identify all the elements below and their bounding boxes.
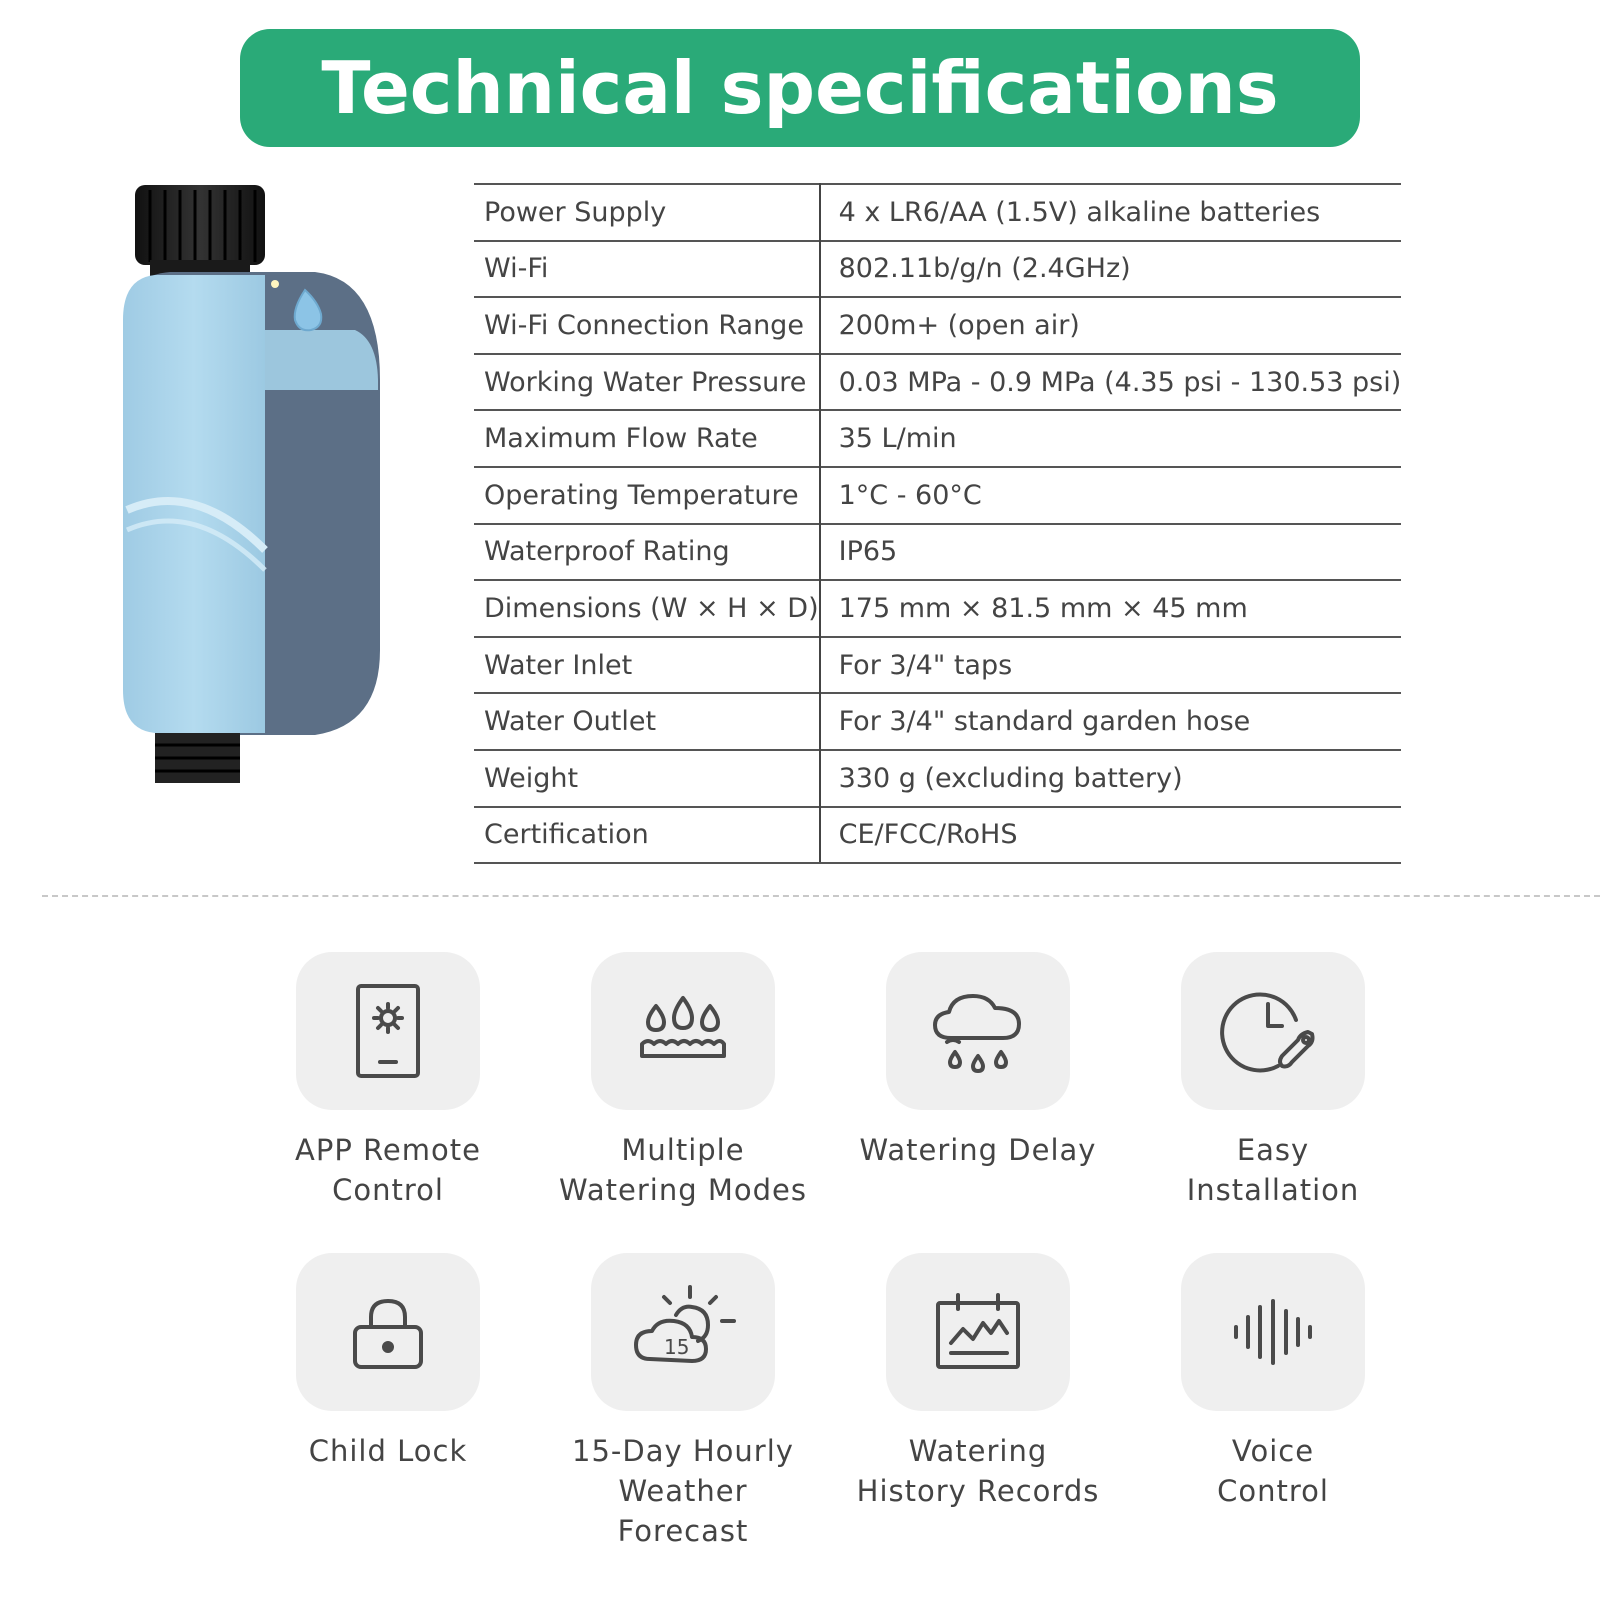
feature-label: Multiple Watering Modes — [559, 1133, 807, 1207]
spec-value: 1°C - 60°C — [820, 467, 1402, 524]
spec-label: Maximum Flow Rate — [474, 410, 820, 467]
water-timer-device-image — [115, 180, 400, 810]
spec-label: Working Water Pressure — [474, 354, 820, 411]
feature-watering-delay — [838, 952, 1118, 1170]
spec-label: Waterproof Rating — [474, 524, 820, 581]
spec-value: For 3/4" taps — [820, 637, 1402, 694]
spec-value: CE/FCC/RoHS — [820, 807, 1402, 864]
rain-cloud-icon — [923, 976, 1033, 1086]
water-drops-icon — [628, 976, 738, 1086]
history-chart-icon — [923, 1277, 1033, 1387]
spec-value: 4 x LR6/AA (1.5V) alkaline batteries — [820, 184, 1402, 241]
spec-value: For 3/4" standard garden hose — [820, 693, 1402, 750]
table-row — [474, 354, 1401, 411]
spec-label: Wi-Fi Connection Range — [474, 297, 820, 354]
weather-forecast-icon — [628, 1277, 738, 1387]
spec-label: Water Outlet — [474, 693, 820, 750]
feature-tile — [591, 952, 775, 1110]
feature-tile — [591, 1253, 775, 1411]
table-row — [474, 297, 1401, 354]
feature-easy-installation — [1133, 952, 1413, 1210]
spec-label: Dimensions (W × H × D) — [474, 580, 820, 637]
feature-tile — [886, 952, 1070, 1110]
feature-label: Watering History Records — [856, 1434, 1100, 1508]
spec-label: Wi-Fi — [474, 241, 820, 298]
feature-tile — [1181, 1253, 1365, 1411]
feature-tile — [296, 1253, 480, 1411]
spec-value: 35 L/min — [820, 410, 1402, 467]
lock-icon — [333, 1277, 443, 1387]
feature-watering-history — [838, 1253, 1118, 1511]
phone-settings-icon — [333, 976, 443, 1086]
spec-label: Power Supply — [474, 184, 820, 241]
feature-label: APP Remote Control — [295, 1133, 481, 1207]
forecast-days-badge: 15 — [664, 1335, 690, 1359]
feature-multiple-watering-modes — [543, 952, 823, 1210]
spec-label: Water Inlet — [474, 637, 820, 694]
section-divider — [42, 895, 1600, 897]
title-banner — [240, 29, 1360, 147]
table-row — [474, 524, 1401, 581]
page-title: Technical specifications — [321, 46, 1279, 130]
table-row — [474, 184, 1401, 241]
table-row — [474, 807, 1401, 864]
feature-label: 15-Day Hourly Weather Forecast — [572, 1434, 794, 1548]
feature-label: Voice Control — [1217, 1434, 1329, 1508]
voice-wave-icon — [1218, 1277, 1328, 1387]
spec-label: Operating Temperature — [474, 467, 820, 524]
feature-app-remote-control — [248, 952, 528, 1210]
feature-tile — [886, 1253, 1070, 1411]
spec-value: IP65 — [820, 524, 1402, 581]
clock-wrench-icon — [1218, 976, 1328, 1086]
spec-value: 200m+ (open air) — [820, 297, 1402, 354]
spec-value: 0.03 MPa - 0.9 MPa (4.35 psi - 130.53 psi) — [820, 354, 1402, 411]
table-row — [474, 580, 1401, 637]
table-row — [474, 637, 1401, 694]
spec-value: 802.11b/g/n (2.4GHz) — [820, 241, 1402, 298]
spec-value: 175 mm × 81.5 mm × 45 mm — [820, 580, 1402, 637]
spec-label: Certification — [474, 807, 820, 864]
feature-weather-forecast — [543, 1253, 823, 1551]
feature-voice-control — [1133, 1253, 1413, 1511]
spec-value: 330 g (excluding battery) — [820, 750, 1402, 807]
spec-table — [474, 183, 1401, 864]
feature-label: Easy Installation — [1186, 1133, 1360, 1207]
table-row — [474, 241, 1401, 298]
table-row — [474, 750, 1401, 807]
feature-label: Child Lock — [308, 1434, 468, 1468]
table-row — [474, 410, 1401, 467]
feature-label: Watering Delay — [859, 1133, 1097, 1167]
feature-child-lock — [248, 1253, 528, 1471]
spec-label: Weight — [474, 750, 820, 807]
table-row — [474, 467, 1401, 524]
feature-tile — [1181, 952, 1365, 1110]
table-row — [474, 693, 1401, 750]
feature-tile — [296, 952, 480, 1110]
